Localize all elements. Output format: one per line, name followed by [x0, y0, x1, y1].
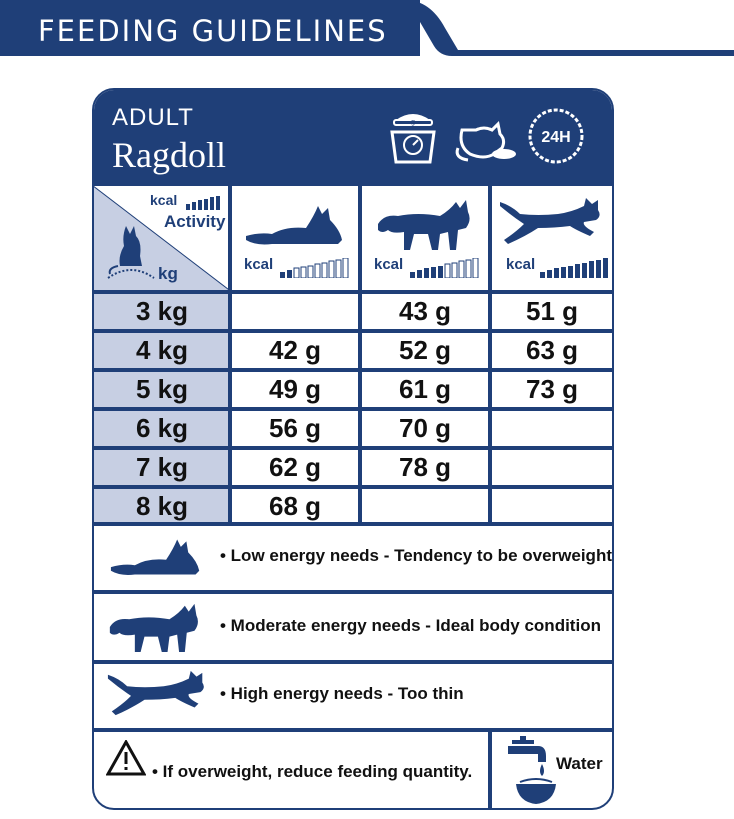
legend-text-low: • Low energy needs - Tendency to be overweight [220, 546, 612, 565]
portion-cell-low: 62 g [268, 452, 322, 482]
portion-cell-low: 49 g [268, 374, 322, 404]
lying-cat-icon [106, 534, 206, 580]
table-row [94, 489, 614, 524]
col-header-moderate [360, 186, 490, 290]
portion-cell-moderate: 52 g [398, 335, 452, 365]
table-row [94, 333, 614, 368]
standing-cat-icon [374, 194, 478, 252]
warning-text: • If overweight, reduce feeding quantity. [152, 762, 473, 781]
corner-kcal-label: kcal [150, 192, 178, 208]
col-divider-3 [488, 186, 492, 526]
kcal-label-high: kcal [506, 256, 536, 273]
portion-cell-moderate: 70 g [398, 413, 452, 443]
portion-cell-low: 56 g [268, 413, 322, 443]
portion-cell-high [490, 450, 614, 485]
portion-cell-moderate [360, 489, 490, 524]
portion-cell-high [490, 411, 614, 446]
corner-cell [94, 186, 230, 290]
portion-cell-high: 63 g [525, 335, 579, 365]
leaping-cat-icon [106, 668, 210, 720]
weight-cell: 6 kg [94, 411, 230, 446]
scale-icon [386, 110, 440, 166]
feeding-card [92, 88, 614, 810]
kcal-bars-low [280, 258, 352, 278]
page-title: FEEDING GUIDELINES [38, 14, 388, 48]
clock-24h-icon [526, 106, 586, 166]
legend-text-moderate: • Moderate energy needs - Ideal body condition [220, 616, 601, 635]
portion-cell-moderate: 43 g [398, 296, 452, 326]
col-divider-1 [228, 186, 232, 526]
kcal-bars-moderate [410, 258, 482, 278]
weight-cell: 5 kg [94, 372, 230, 407]
footer-divider [488, 732, 492, 810]
portion-cell-low: 68 g [268, 491, 322, 521]
weight-cell: 7 kg [94, 450, 230, 485]
weight-cell: 3 kg [94, 294, 230, 329]
legend-item-low [94, 526, 614, 590]
portion-cell-low [230, 294, 360, 329]
activity-label: Activity [164, 212, 226, 231]
portion-cell-high: 51 g [525, 296, 579, 326]
weight-cell: 4 kg [94, 333, 230, 368]
lying-cat-icon [242, 200, 348, 250]
kcal-bars-high [540, 258, 612, 278]
legend-item-high [94, 664, 614, 728]
warning-icon [106, 740, 146, 776]
kg-label: kg [158, 264, 178, 283]
legend-item-moderate [94, 594, 614, 660]
portion-cell-high [490, 489, 614, 524]
table-row [94, 411, 614, 446]
table-row [94, 294, 614, 329]
legend-text-high: • High energy needs - Too thin [220, 684, 464, 703]
svg-text:g: g [411, 119, 415, 126]
standing-cat-icon [106, 598, 206, 654]
portion-cell-moderate: 61 g [398, 374, 452, 404]
water-label: Water [556, 754, 603, 773]
breed-name: Ragdoll [112, 135, 226, 175]
weight-cell: 8 kg [94, 489, 230, 524]
portion-cell-moderate: 78 g [398, 452, 452, 482]
life-stage-label: ADULT [112, 104, 194, 131]
clock-label: 24H [541, 129, 571, 146]
col-header-low [230, 186, 360, 290]
table-row [94, 450, 614, 485]
portion-cell-high: 73 g [525, 374, 579, 404]
col-divider-2 [358, 186, 362, 526]
cat-eating-icon [454, 110, 518, 166]
leaping-cat-icon [498, 196, 606, 248]
kcal-label-low: kcal [244, 256, 274, 273]
portion-cell-low: 42 g [268, 335, 322, 365]
sitting-cat-scale-icon [104, 222, 158, 282]
table-row [94, 372, 614, 407]
card-header [94, 90, 612, 186]
table-header-row [94, 186, 614, 290]
col-header-high [490, 186, 614, 290]
footer-row [94, 732, 614, 810]
kcal-bars-icon [186, 196, 224, 210]
water-tap-bowl-icon [506, 736, 558, 808]
kcal-label-moderate: kcal [374, 256, 404, 273]
